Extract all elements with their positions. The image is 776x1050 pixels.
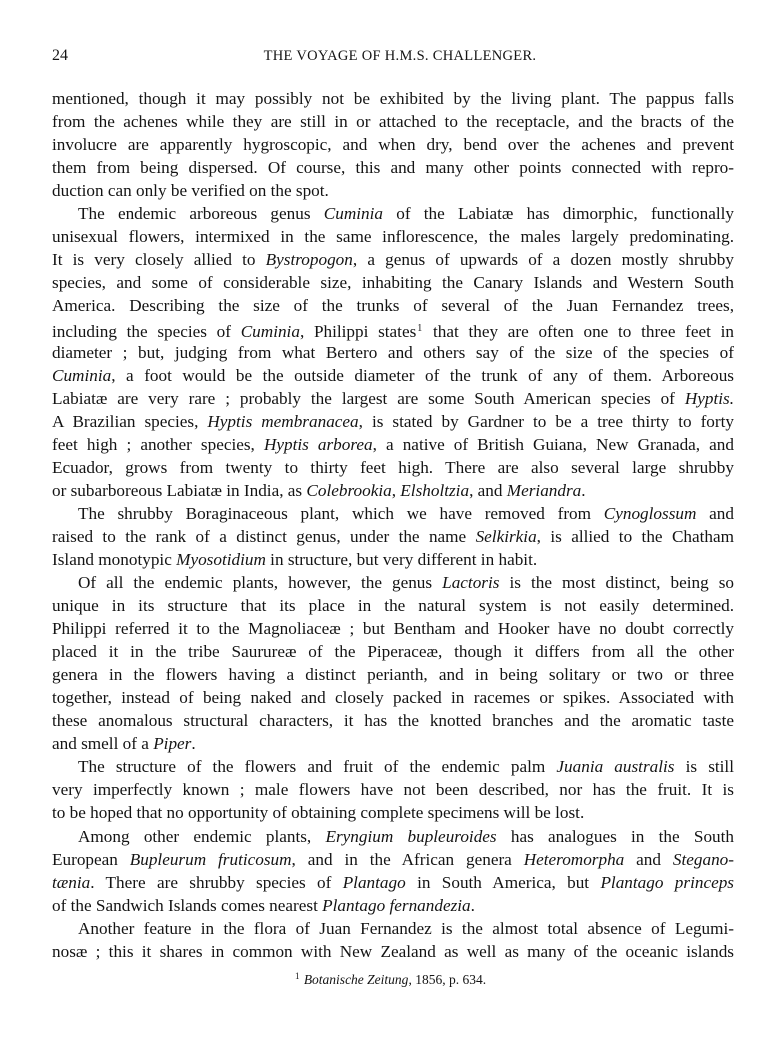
text-run: , a native of British Guiana, New Granada, and [372,434,734,454]
text-line [52,571,734,594]
text-line [52,502,734,525]
text-run: . [470,895,475,915]
italic-term: Cuminia [240,322,300,342]
text-run: unique in its structure that its place in the natural system is not easily determined. [52,596,734,616]
text-line [52,456,734,479]
text-line [52,801,734,824]
text-run: , a foot would be the outside diameter of the trunk of any of them. Arboreous [111,365,734,385]
text-line [52,778,734,801]
text-run: of the Labiatæ has dimorphic, functionally [382,204,734,224]
paragraph [52,502,734,571]
text-line [52,479,734,502]
running-title: THE VOYAGE OF H.M.S. CHALLENGER. [263,48,537,64]
text-run: in structure, but very different in habit. [265,549,538,569]
italic-term: Hyptis arborea [263,434,373,454]
text-run: Of all the endemic plants, however, the genus [78,572,443,592]
italic-term: Lactoris [442,572,500,592]
text-line [52,663,734,686]
text-run: It is very closely allied to [52,250,266,270]
text-run: , and in the African genera [291,849,524,869]
text-line [52,225,734,248]
text-run: unisexual flowers, intermixed in the same inflorescence, the males largely predominating. [52,227,734,247]
text-run: Another feature in the flora of Juan Fernandez is the almost total absence of Legumi- [78,918,734,938]
text-run: . There are shrubby species of [90,872,343,892]
italic-term: Bupleurum fruticosum [129,849,292,869]
italic-term: Piper [153,734,192,754]
text-run: raised to the rank of a distinct genus, under the name [52,526,476,546]
text-run: together, instead of being naked and closely packed in racemes or spikes. Associated with [52,688,734,708]
text-run: America. Describing the size of the trunks of several of the Juan Fernandez trees, [52,296,734,316]
text-run: mentioned, though it may possibly not be exhibited by the living plant. The pappus falls [52,89,734,108]
text-line [52,433,734,456]
italic-term: Bystropogon [265,250,353,270]
text-line [52,871,734,894]
italic-term: Cynoglossum [603,503,697,523]
text-run: The structure of the flowers and fruit of the endemic palm [78,757,557,777]
text-line [52,202,734,225]
text-run: involucre are apparently hygroscopic, and when dry, bend over the achenes and prevent [52,135,734,155]
italic-term: Elsholtzia [400,480,470,500]
text-line [52,640,734,663]
text-line [52,940,734,963]
italic-term: Stegano- [672,849,734,869]
text-run: Labiatæ are very rare ; probably the largest are some South American species of [52,388,685,408]
footnote-citation: , 1856, p. 634. [408,972,487,987]
text-line [52,156,734,179]
text-run: or subarboreous Labiatæ in India, as [52,480,307,500]
text-run: genera in the flowers having a distinct perianth, and in being solitary or two or three [52,665,734,685]
text-run: , [391,480,401,500]
text-run: very imperfectly known ; male flowers have not been described, nor has the fruit. It is [52,780,734,800]
text-line [52,294,734,317]
text-line [52,271,734,294]
footnote-reference: 1 [417,323,423,335]
text-run: nosæ ; this it shares in common with New Zealand as well as many of the oceanic islands [52,941,734,961]
text-line [52,709,734,732]
text-run: that they are often one to three feet in [423,322,734,342]
text-line [52,364,734,387]
text-line [52,825,734,848]
text-run: of the Sandwich Islands comes nearest [52,895,323,915]
text-run: is still [674,757,734,777]
text-line [52,133,734,156]
italic-term: Plantago [342,872,406,892]
italic-term: Plantago fernandezia [322,895,471,915]
text-run: from the achenes while they are still in or attached to the receptacle, and the bracts of the [52,112,734,132]
paragraph [52,755,734,824]
text-run: in South America, but [405,872,601,892]
text-run: , is allied to the Chatham [536,526,734,546]
footnote-marker: 1 [294,971,300,981]
italic-term: tænia [52,872,91,892]
text-line [52,917,734,940]
text-run: Island monotypic [52,549,177,569]
text-line [52,87,734,110]
text-line [52,617,734,640]
text-run: , a genus of upwards of a dozen mostly shrubby [352,250,734,270]
text-run: The endemic arboreous genus [78,204,324,224]
italic-term: Juania australis [556,757,675,777]
italic-term: Myosotidium [176,549,266,569]
text-run: is the most distinct, being so [499,572,734,592]
text-run: diameter ; but, judging from what Bertero and others say of the size of the species of [52,342,734,362]
text-line [52,179,734,202]
paragraph [52,571,734,755]
italic-term: Heteromorpha [523,849,625,869]
text-run: species, and some of considerable size, inhabiting the Canary Islands and Western South [52,273,734,293]
text-run: and [624,849,673,869]
italic-term: Selkirkia [475,526,537,546]
footnote-source: Botanische Zeitung [303,972,409,987]
paragraph [52,87,734,202]
text-run: Among other endemic plants, [78,826,326,846]
italic-term: Cuminia [323,204,383,224]
text-run: and [696,503,734,523]
text-line [52,248,734,271]
text-line [52,894,734,917]
text-line [52,755,734,778]
text-run: Philippi referred it to the Magnoliaceæ ; but Bentham and Hooker have no doubt correctly [52,619,734,639]
italic-term: Colebrookia [306,480,392,500]
text-line [52,548,734,571]
italic-term: Meriandra [506,480,582,500]
paragraph [52,917,734,963]
running-head [52,47,734,67]
italic-term: Plantago princeps [600,872,734,892]
text-line [52,594,734,617]
text-line [52,110,734,133]
text-line [52,410,734,433]
text-run: The shrubby Boraginaceous plant, which we have removed from [78,503,604,523]
text-run: duction can only be verified on the spot. [52,181,329,201]
italic-term: Cuminia [52,365,112,385]
text-line [52,686,734,709]
text-run: A Brazilian species, [52,411,208,431]
text-run: including the species of [52,322,241,342]
italic-term: Hyptis. [684,388,734,408]
text-run: feet high ; another species, [52,434,264,454]
text-run: , Philippi states [299,322,417,342]
text-run: placed it in the tribe Saurureæ of the Piperaceæ, though it differs from all the other [52,642,734,662]
text-run: has analogues in the South [496,826,735,846]
text-line [52,525,734,548]
page-number: 24 [52,47,68,64]
body-text [52,87,734,963]
text-line [52,317,734,340]
text-line [52,341,734,364]
text-run: these anomalous structural characters, it has the knotted branches and the aromatic taste [52,711,734,731]
text-run: , is stated by Gardner to be a tree thirty to forty [358,411,734,431]
text-line [52,387,734,410]
text-run: Ecuador, grows from twenty to thirty feet high. There are also several large shrubby [52,457,734,477]
text-line [52,848,734,871]
text-run: to be hoped that no opportunity of obtaining complete specimens will be lost. [52,803,585,823]
italic-term: Hyptis membranacea [207,411,359,431]
text-run: European [52,849,130,869]
text-run: and smell of a [52,734,154,754]
paragraph [52,825,734,917]
text-run: them from being dispersed. Of course, this and many other points connected with repro- [52,158,734,178]
footnote [0,971,776,988]
text-run: , and [469,480,507,500]
text-run: . [191,734,196,754]
paragraph [52,202,734,502]
italic-term: Eryngium bupleuroides [325,826,497,846]
text-line [52,732,734,755]
text-run: . [581,480,586,500]
